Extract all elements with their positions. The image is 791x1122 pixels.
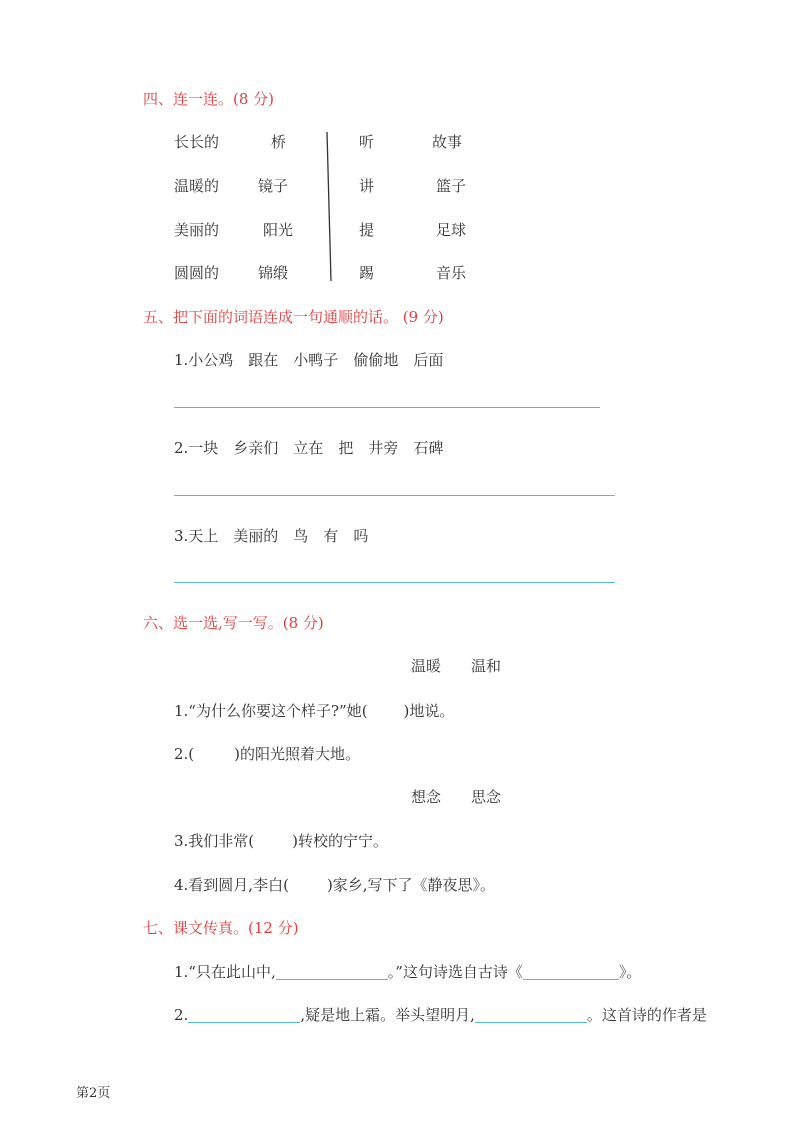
question-text: )家乡,写下了《静夜思》。 <box>326 876 496 894</box>
fill-blank[interactable] <box>188 1006 300 1023</box>
match-word: 锦缎 <box>258 264 289 282</box>
question-text: 》。 <box>618 963 642 981</box>
question-line <box>174 743 360 764</box>
match-word: 温暖的 <box>174 177 220 195</box>
section4-title: 四、连一连。(8 分) <box>143 90 275 108</box>
question-text: 2.( <box>174 745 195 763</box>
fill-blank[interactable] <box>475 1006 587 1023</box>
match-word: 足球 <box>436 221 467 239</box>
match-word: 美丽的 <box>174 221 220 239</box>
question-line <box>174 961 641 982</box>
question-line <box>174 700 454 721</box>
section6-title: 六、选一选,写一写。(8 分) <box>143 614 324 632</box>
page-number: 第2页 <box>76 1086 111 1101</box>
word-choices: 想念 思念 <box>411 788 502 806</box>
question-text: ,疑是地上霜。举头望明月, <box>300 1006 475 1024</box>
match-word: 故事 <box>432 133 463 151</box>
match-word: 讲 <box>359 177 375 195</box>
match-word: 音乐 <box>436 264 467 282</box>
match-word: 长长的 <box>174 133 220 151</box>
question-text: 2. <box>174 1006 189 1024</box>
match-word: 踢 <box>359 264 375 282</box>
question-text: 。这首诗的作者是 <box>586 1006 707 1024</box>
question-line <box>174 830 388 851</box>
section7-title: 七、课文传真。(12 分) <box>143 919 299 937</box>
question-text: )的阳光照着大地。 <box>234 745 361 763</box>
fill-blank[interactable] <box>523 963 619 980</box>
match-word: 听 <box>359 133 375 151</box>
match-word: 镜子 <box>258 177 289 195</box>
divider-line <box>320 130 336 284</box>
match-word: 阳光 <box>263 221 294 239</box>
question-text: )转校的宁宁。 <box>292 832 389 850</box>
match-word: 桥 <box>271 133 287 151</box>
question-text: 1.“为什么你要这个样子?”她( <box>174 702 368 720</box>
answer-line[interactable] <box>174 495 615 496</box>
question-words: 1.小公鸡 跟在 小鸭子 偷偷地 后面 <box>174 351 444 369</box>
question-text: )地说。 <box>403 702 455 720</box>
question-text: 4.看到圆月,李白( <box>174 876 289 894</box>
answer-line[interactable] <box>174 407 600 408</box>
word-choices: 温暖 温和 <box>411 657 502 675</box>
question-text: 3.我们非常( <box>174 832 255 850</box>
fill-blank[interactable] <box>276 963 388 980</box>
match-word: 篮子 <box>436 177 467 195</box>
question-line <box>174 1004 707 1025</box>
question-line <box>174 874 495 895</box>
question-text: 。”这句诗选自古诗《 <box>387 963 523 981</box>
question-text: 1.“只在此山中, <box>174 963 276 981</box>
section5-title: 五、把下面的词语连成一句通顺的话。 (9 分) <box>143 308 444 326</box>
question-words: 3.天上 美丽的 鸟 有 吗 <box>174 527 369 545</box>
question-words: 2.一块 乡亲们 立在 把 井旁 石碑 <box>174 439 444 457</box>
match-word: 圆圆的 <box>174 264 220 282</box>
answer-line[interactable] <box>174 582 615 583</box>
match-word: 提 <box>359 221 375 239</box>
